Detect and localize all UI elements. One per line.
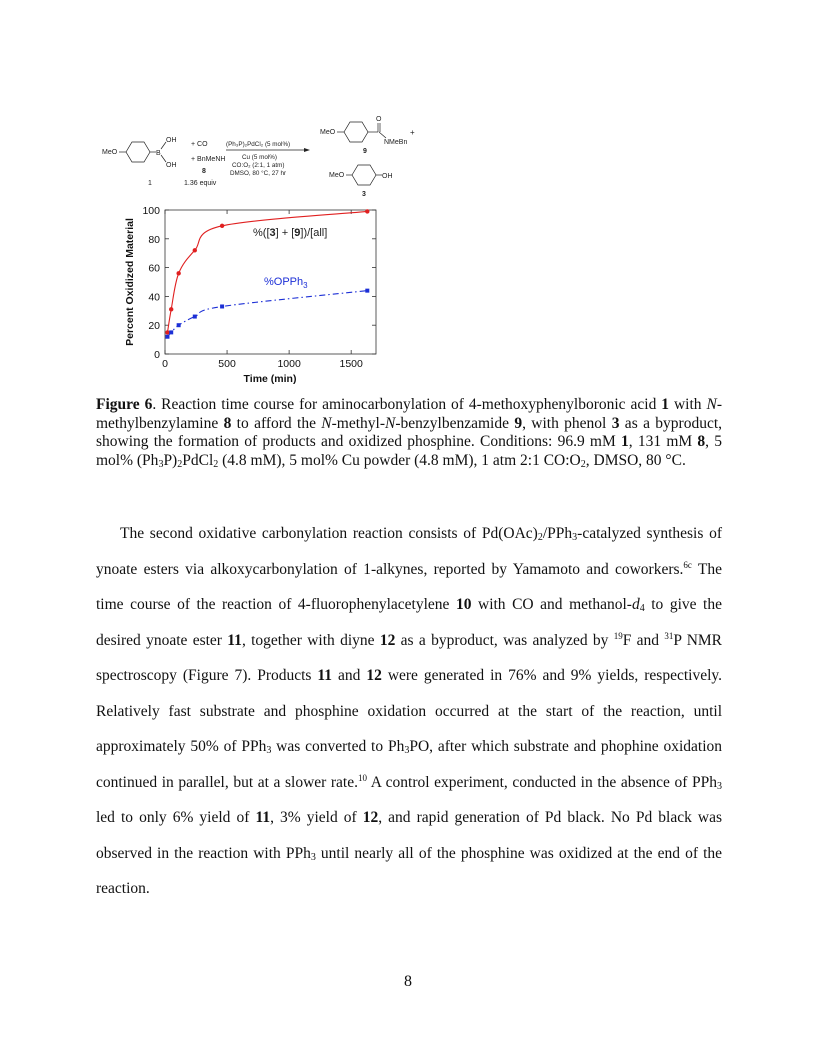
caption-segment: 3	[611, 414, 620, 432]
data-point-1	[193, 315, 197, 319]
paragraph-segment: with CO and methanol-	[471, 596, 632, 613]
condition-2: CO:O₂ (2:1, 1 atm)	[232, 162, 285, 169]
reactant-1-oh-top: OH	[166, 137, 177, 144]
paragraph-segment: were generated in 76% and 9% yields, respectively. Relatively fast substrate and phosphine oxidation occurred at the start of the reaction, until approximately 50% of PPh	[96, 667, 722, 755]
caption-segment: . Reaction time course for aminocarbonylation of 4-methoxyphenylboronic acid	[152, 396, 662, 413]
paragraph-segment: 31	[664, 630, 674, 641]
data-point-1	[220, 304, 224, 308]
caption-segment: 8	[697, 433, 706, 450]
caption-segment: , 5 mol% (Ph	[96, 433, 722, 469]
caption-segment: 3	[158, 458, 164, 470]
figure-caption	[96, 396, 722, 470]
reactant-1-oh-bottom: OH	[166, 162, 177, 169]
y-tick-label: 100	[142, 205, 160, 217]
legend-products	[253, 227, 327, 239]
paragraph-segment: 11	[317, 667, 333, 684]
product-3-ring	[352, 165, 376, 185]
legend-products-segment: %([	[253, 227, 270, 239]
paragraph-segment: to give the desired ynoate ester	[96, 596, 722, 649]
paragraph-segment: -catalyzed synthesis of ynoate esters via alkoxycarbonylation of 1-alkynes, reported by Yamamoto and coworkers.	[96, 525, 722, 578]
data-point-0	[365, 209, 369, 213]
caption-segment: 1	[661, 396, 670, 413]
x-tick-label: 500	[218, 358, 236, 370]
paragraph-segment: 3	[404, 745, 410, 756]
condition-1: Cu (5 mol%)	[242, 154, 277, 161]
paragraph-segment: 2	[537, 532, 543, 543]
legend-products-segment: 3	[269, 227, 276, 239]
legend-products-segment: 9	[294, 227, 301, 239]
paragraph-segment: 12	[366, 667, 382, 684]
paragraph-segment: as a byproduct, was analyzed by	[395, 631, 614, 649]
y-tick-labels	[142, 205, 160, 361]
caption-segment: N	[706, 396, 717, 413]
paragraph-segment: F and	[622, 631, 665, 649]
time-course-chart	[118, 200, 380, 390]
chart-svg	[118, 200, 380, 390]
product-3-oh: OH	[382, 173, 393, 180]
reactant-1-ring	[126, 142, 150, 162]
caption-label: Figure 6	[96, 396, 153, 413]
legend-products-segment: ])/[all]	[300, 227, 328, 239]
y-tick-label: 40	[148, 291, 160, 304]
reagent-co: + CO	[191, 141, 208, 148]
data-point-0	[220, 224, 224, 228]
series-line-1	[167, 291, 367, 337]
caption-text	[96, 396, 722, 469]
x-tick-labels	[162, 358, 363, 370]
paragraph-segment: The second oxidative carbonylation reaction consists of Pd(OAc)	[120, 525, 538, 542]
y-tick-label: 60	[148, 262, 160, 275]
paragraph-segment: The time course of the reaction of 4-fluorophenylacetylene	[96, 560, 722, 613]
paragraph-segment: and	[332, 667, 367, 684]
caption-segment: , DMSO, 80 °C.	[585, 451, 686, 469]
paragraph-segment: d	[631, 596, 640, 613]
caption-segment: -methylbenzylamine	[96, 396, 722, 432]
paragraph-segment: A control experiment, conducted in the absence of PPh	[367, 773, 717, 791]
data-point-0	[176, 271, 180, 275]
product-9-oxygen: O	[376, 116, 382, 123]
legend-products-segment: ] + [	[275, 227, 295, 239]
paragraph-segment: 10	[455, 596, 472, 613]
paragraph-segment: 3	[266, 745, 272, 756]
reaction-scheme	[96, 108, 456, 208]
y-axis-label: Percent Oxidized Material	[124, 218, 136, 346]
paragraph-segment: 19	[613, 630, 623, 641]
page-number: 8	[404, 973, 412, 990]
paragraph-segment: P NMR spectroscopy (Figure 7). Products	[96, 631, 723, 684]
y-tick-label: 0	[154, 349, 160, 361]
paragraph-segment: 3	[310, 851, 316, 863]
reactant-1-meo: MeO	[102, 149, 118, 156]
caption-segment: (4.8 mM), 5 mol% Cu powder (4.8 mM), 1 atm 2:1 CO:O	[218, 451, 581, 469]
reaction-scheme-drawing	[96, 108, 456, 208]
caption-segment: 9	[514, 414, 523, 432]
caption-segment: N	[385, 414, 396, 432]
data-point-1	[169, 330, 173, 334]
caption-segment: 1	[621, 433, 629, 450]
caption-segment: , with phenol	[522, 414, 612, 432]
data-point-1	[177, 323, 181, 327]
caption-segment: to afford the	[231, 414, 322, 432]
paragraph-segment: 3	[572, 532, 578, 543]
product-9-number: 9	[363, 148, 367, 155]
x-tick-label: 0	[162, 358, 168, 370]
reactant-1-boron: B	[156, 150, 161, 157]
x-axis-label: Time (min)	[243, 373, 297, 385]
caption-segment: 2	[580, 458, 586, 470]
caption-segment: P)	[163, 451, 178, 469]
x-tick-label: 1000	[277, 358, 301, 370]
product-3-meo: MeO	[329, 172, 345, 179]
paragraph-segment: , together with diyne	[241, 631, 380, 649]
paragraph-segment: 6c	[683, 559, 692, 570]
y-tick-label: 20	[148, 320, 160, 333]
paragraph-segment: until nearly all of the phosphine was oxidized at the end of the reaction.	[96, 844, 723, 897]
paragraph-segment: 11	[227, 631, 242, 649]
product-9-amide: NMeBn	[384, 139, 408, 146]
product-plus: +	[410, 128, 415, 137]
condition-3: DMSO, 80 °C, 27 hr	[230, 170, 287, 177]
paragraph-segment: /PPh	[542, 525, 573, 542]
reagent-amine-number: 8	[202, 168, 206, 175]
x-tick-label: 1500	[339, 358, 363, 370]
caption-segment: as a byproduct, showing the formation of products and oxidized phosphine. Conditions: 96.9 mM	[96, 414, 723, 450]
legend-opph3	[264, 276, 308, 290]
paragraph-segment: 12	[362, 809, 379, 826]
paragraph-segment: 4	[639, 603, 645, 614]
legend-opph3-subscript: 3	[303, 281, 308, 290]
caption-segment: N	[321, 414, 332, 432]
paragraph-segment: led to only 6% yield of	[96, 809, 256, 826]
caption-segment: -benzylbenzamide	[395, 414, 515, 432]
caption-segment: 8	[223, 414, 232, 432]
data-point-0	[165, 330, 169, 334]
caption-segment: PdCl	[182, 451, 214, 469]
body-paragraph	[96, 516, 722, 907]
data-point-0	[169, 307, 173, 311]
data-point-0	[193, 248, 197, 252]
caption-segment: -methyl-	[331, 414, 386, 432]
caption-segment: 2	[177, 458, 183, 470]
paragraph-segment: 11	[255, 809, 271, 826]
paragraph-segment: 12	[379, 631, 396, 649]
paragraph-segment: 3	[717, 780, 722, 792]
reagent-amine: + BnMeNH	[191, 156, 226, 163]
paragraph-segment: 10	[358, 772, 367, 783]
reactant-1-number: 1	[148, 180, 152, 187]
data-point-1	[165, 335, 169, 339]
legend-opph3-segment: %OPPh	[264, 276, 304, 288]
paragraph-segment: , and rapid generation of Pd black. No Pd black was observed in the reaction with PPh	[96, 809, 722, 862]
data-point-1	[365, 289, 369, 293]
caption-segment: 2	[213, 458, 219, 470]
y-tick-label: 80	[148, 233, 160, 246]
caption-segment: with	[669, 396, 707, 413]
catalyst-label: (Ph₃P)₂PdCl₂ (5 mol%)	[226, 141, 291, 148]
product-9-ring	[344, 122, 368, 142]
reagent-equiv: 1.36 equiv	[184, 180, 217, 187]
paragraph-segment: PO, after which substrate and phophine oxidation continued in parallel, but at a slower rate.	[96, 738, 723, 791]
paragraph-segment: , 3% yield of	[270, 809, 363, 826]
caption-segment: , 131 mM	[628, 433, 698, 450]
product-3-number: 3	[362, 191, 366, 198]
product-9-meo: MeO	[320, 129, 336, 136]
paragraph-segment: was converted to Ph	[271, 738, 405, 755]
